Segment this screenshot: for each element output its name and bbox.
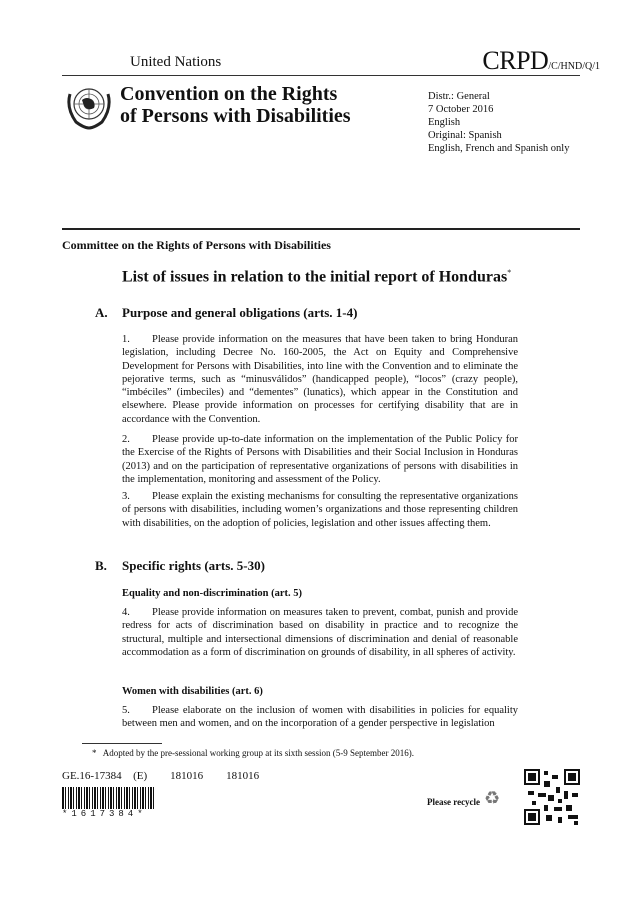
- recycle-label: Please recycle: [427, 797, 481, 807]
- paragraph-4: 4. Please provide information on measures taken to prevent, combat, punish and provide redress for acts of discrimination based on disability in practice and to recognize the structural, multiple and intersectional dimensions of discrimination and denial of reasonable accommodation as a form of discrimination on grounds of disability, in all spheres of activity.: [122, 607, 518, 658]
- document-title: List of issues in relation to the initial report of Honduras*: [122, 268, 512, 286]
- barcode-number: *1617384*: [62, 809, 147, 819]
- footnote-rule: [82, 743, 162, 744]
- distribution-block: Distr.: General 7 October 2016 English Original: Spanish English, French and Spanish only: [428, 91, 570, 154]
- organization-label: United Nations: [130, 54, 222, 70]
- paragraph-2: 2. Please provide up-to-date information on the implementation of the Public Policy for the Exercise of the Rights of Persons with Disabilities and their Social Inclusion in Honduras (2013) and on the participation of representative organizations of persons with disabilities in the implementation, monitoring and assessment of the Policy.: [122, 434, 518, 485]
- section-heading-a: A. Purpose and general obligations (arts. 1-4): [95, 305, 358, 320]
- section-heading-b: B. Specific rights (arts. 5-30): [95, 558, 265, 573]
- paragraph-5: 5. Please elaborate on the inclusion of women with disabilities in policies for equality between men and women, and on the incorporation of a gender perspective in legislation: [122, 705, 518, 730]
- paragraph-3: 3. Please explain the existing mechanisms for consulting the representative organizations of persons with disabilities, including women’s organizations and those representing children with disabilities, on the adoption of policies, legislation and other issues affecting them.: [122, 491, 518, 529]
- committee-name: Committee on the Rights of Persons with Disabilities: [62, 238, 331, 252]
- subheading-equality: Equality and non-discrimination (art. 5): [122, 588, 302, 599]
- recycle-icon: ♻: [484, 788, 501, 808]
- document-symbol: CRPD/C/HND/Q/1: [482, 46, 600, 75]
- header-rule: [62, 75, 580, 76]
- qr-code-icon: [524, 769, 580, 825]
- document-reference: GE.16-17384 (E) 181016 181016: [62, 770, 260, 782]
- convention-title: Convention on the Rights of Persons with Disabilities: [120, 83, 351, 127]
- barcode-icon: [62, 787, 154, 809]
- footnote: * Adopted by the pre-sessional working group at its sixth session (5-9 September 2016).: [92, 748, 414, 758]
- un-emblem-icon: [62, 80, 116, 132]
- subheading-women: Women with disabilities (art. 6): [122, 686, 263, 697]
- section-rule: [62, 228, 580, 230]
- paragraph-1: 1. Please provide information on the measures that have been taken to bring Honduran legislation, including Decree No. 160-2005, the Act on Equity and Comprehensive Development for Persons with Disabilities, into line with the Convention and to eliminate the pejorative terms, such as “minusválidos” (handicapped people), “locos” (crazy people), “imbéciles” (imbeciles) and “dementes” (lunatics), which appear in the Constitution and elsewhere. Please provide information on processes for certifying disability that are in accordance with the Convention.: [122, 334, 518, 425]
